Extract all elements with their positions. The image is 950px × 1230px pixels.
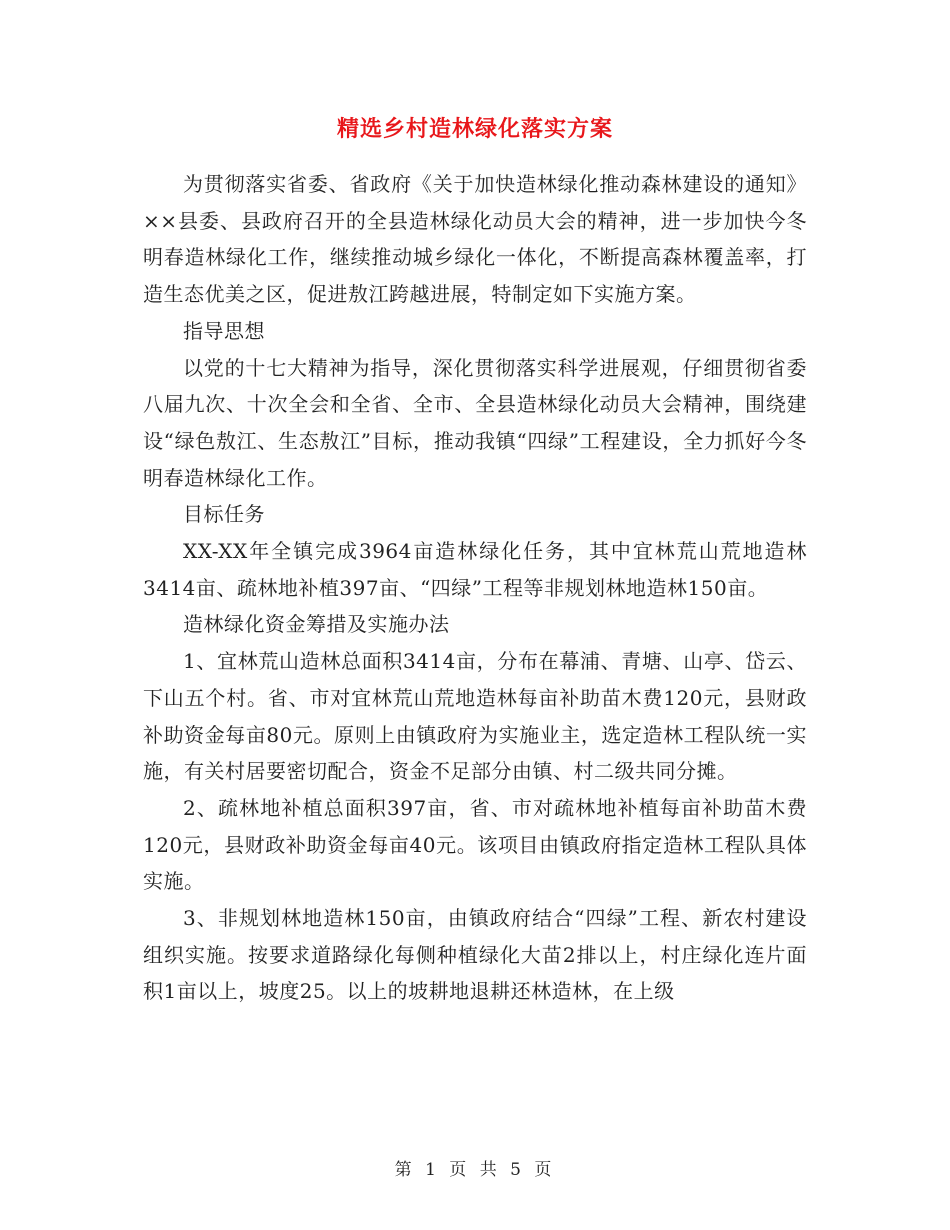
document-body	[143, 166, 807, 1010]
document-title: 精选乡村造林绿化落实方案	[336, 116, 613, 142]
heading-guiding-ideology: 指导思想	[183, 318, 265, 343]
paragraph-targets: XX-XX年全镇完成3964亩造林绿化任务，其中宜林荒山荒地造林3414亩、疏林地补植397亩、“四绿”工程等非规划林地造林150亩。	[143, 539, 807, 600]
paragraph-item-2: 2、疏林地补植总面积397亩，省、市对疏林地补植每亩补助苗木费120元，县财政补助资金每亩40元。该项目由镇政府指定造林工程队具体实施。	[143, 795, 807, 894]
heading-targets: 目标任务	[183, 502, 265, 527]
heading-funding: 造林绿化资金筹措及实施办法	[183, 612, 450, 637]
paragraph-item-3: 3、非规划林地造林150亩，由镇政府结合“四绿”工程、新农村建设组织实施。按要求道路绿化每侧种植绿化大苗2排以上，村庄绿化连片面积1亩以上，坡度25。以上的坡耕地退耕还林造林，在上级	[143, 906, 807, 1004]
paragraph-item-1: 1、宜林荒山造林总面积3414亩，分布在幕浦、青塘、山亭、岱云、下山五个村。省、市对宜林荒山荒地造林每亩补助苗木费120元，县财政补助资金每亩80元。原则上由镇政府为实施业主，选定造林工程队统一实施，有关村居要密切配合，资金不足部分由镇、村二级共同分摊。	[143, 649, 807, 784]
paragraph-intro: 为贯彻落实省委、省政府《关于加快造林绿化推动森林建设的通知》××县委、县政府召开的全县造林绿化动员大会的精神，进一步加快今冬明春造林绿化工作，继续推动城乡绿化一体化，不断提高森林覆盖率，打造生态优美之区，促进敖江跨越进展，特制定如下实施方案。	[143, 172, 807, 307]
page-number-footer: 第 1 页 共 5 页	[394, 1160, 556, 1180]
paragraph-guiding-ideology: 以党的十七大精神为指导，深化贯彻落实科学进展观，仔细贯彻省委八届九次、十次全会和全省、全市、全县造林绿化动员大会精神，围绕建设“绿色敖江、生态敖江”目标，推动我镇“四绿”工程建设，全力抓好今冬明春造林绿化工作。	[143, 355, 807, 490]
